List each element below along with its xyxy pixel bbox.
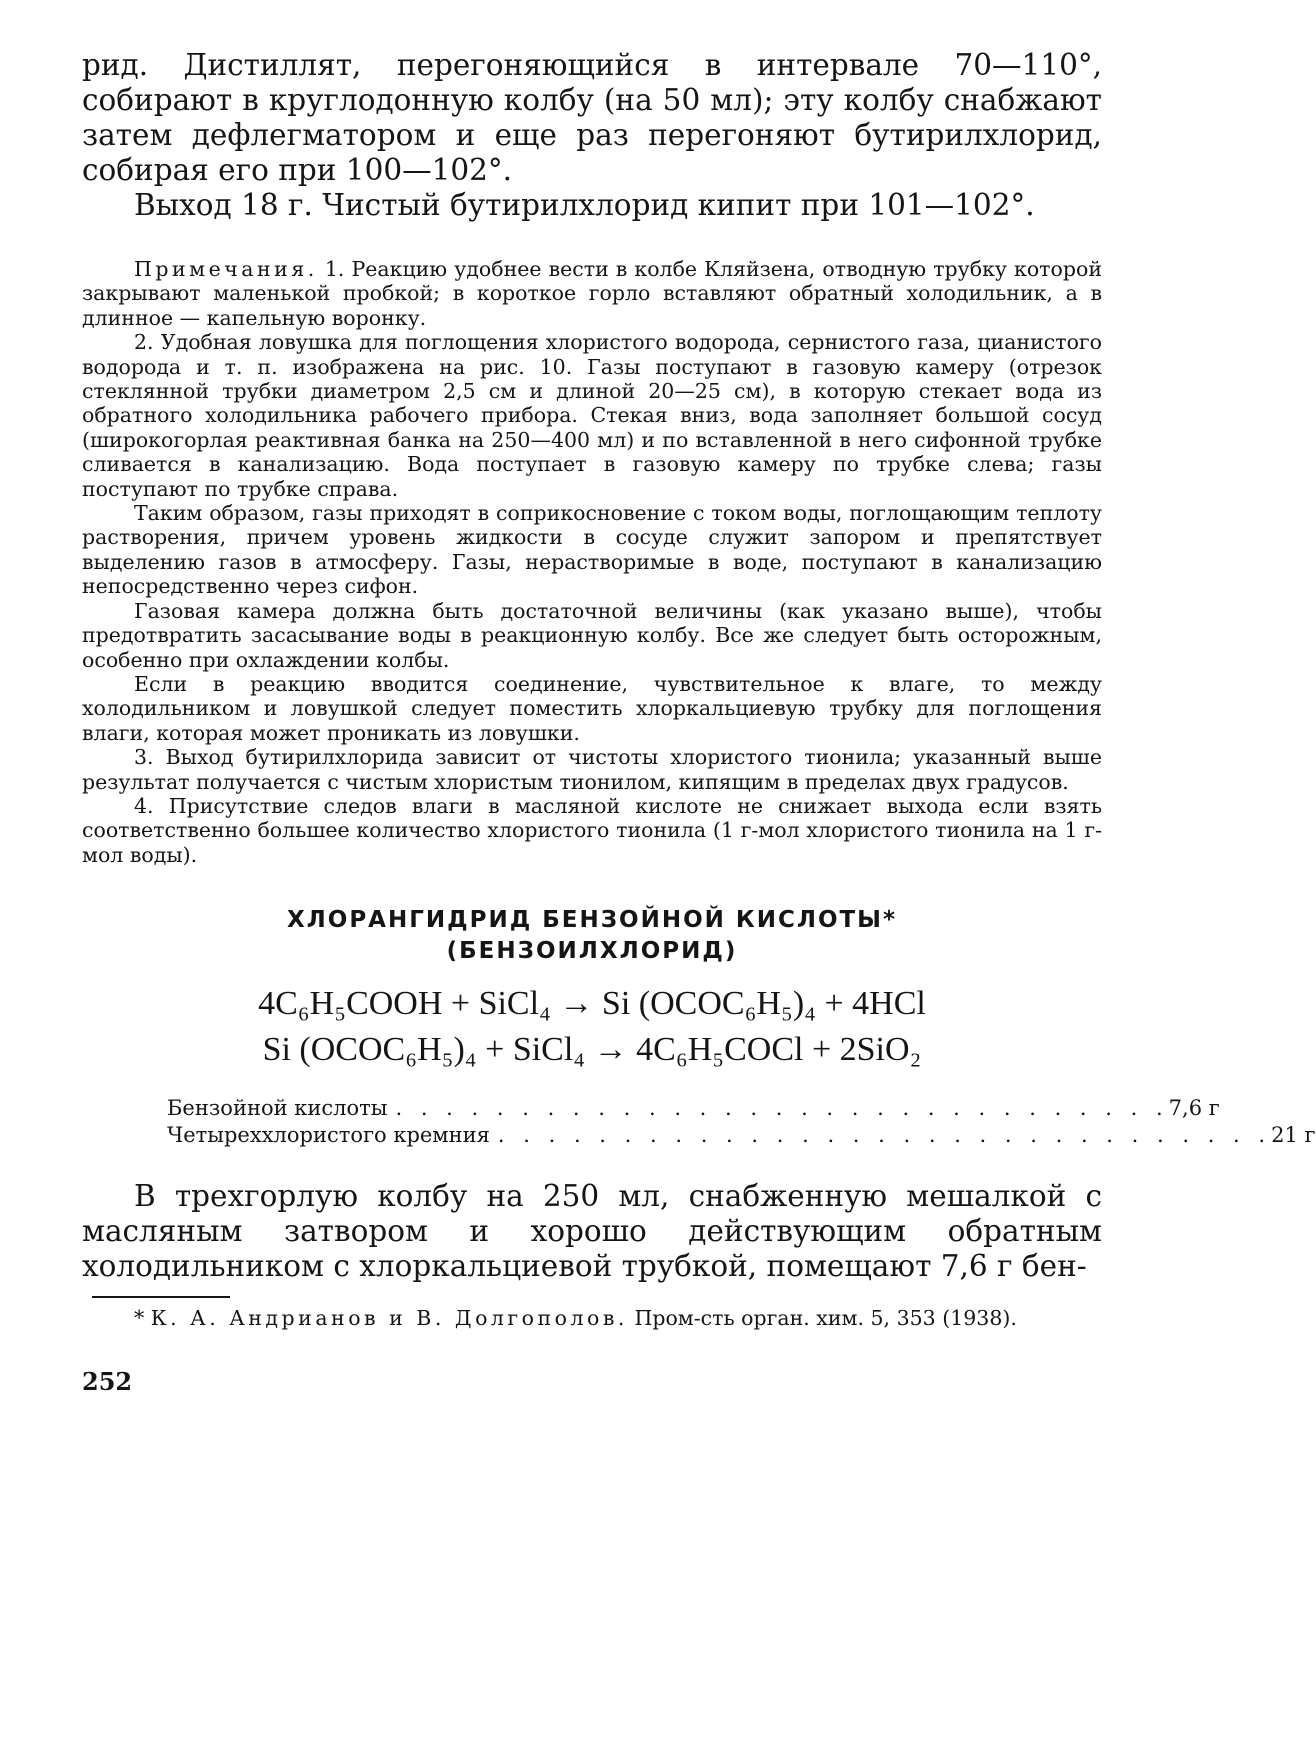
reagent-row	[167, 1095, 1220, 1122]
document-page	[82, 48, 1316, 1728]
reagent-row	[167, 1122, 1316, 1149]
equation-1-arrow: →	[559, 985, 594, 1023]
reagent-name: Бензойной кислоты	[167, 1096, 388, 1121]
main-paragraph: В трехгорлую колбу на 250 мл, снабженную мешалкой с масляным затвором и хорошо действующим обратным холодильником с хлоркальциевой трубкой, помещают 7,6 г бен-	[82, 1179, 1102, 1284]
note-1-text: 1. Реакцию удобнее вести в колбе Кляйзена, отводную трубку которой закрывают маленькой пробкой; в короткое горло вставляют обратный холодильник, а в длинное — капельную воронку.	[82, 257, 1102, 330]
equation-2-left: Si (OCOC₆H₅)₄ + SiCl₄	[262, 1031, 586, 1069]
note-4: 4. Присутствие следов влаги в масляной кислоте не снижает выхода если взять соответственно большее количество хлористого тионила (1 г-мол хлористого тионила на 1 г-мол воды).	[82, 793, 1102, 867]
equation-2-arrow: →	[593, 1031, 628, 1069]
equation-2-right: 4C₆H₅COCl + 2SiO₂	[636, 1031, 922, 1069]
section-title-line-2: (БЕНЗОИЛХЛОРИД)	[446, 938, 738, 965]
reagent-amount: 21 г	[1271, 1123, 1316, 1148]
top-paragraph: рид. Дистиллят, перегоняющийся в интервале 70—110°, собирают в круглодонную колбу (на 50 мл); эту колбу снабжают затем дефлегматором и еще раз перегоняют бутирилхлорид, собирая его при 100—102°.	[82, 48, 1102, 187]
equation-1-left: 4C₆H₅COOH + SiCl₄	[258, 985, 551, 1023]
note-1	[82, 257, 1102, 330]
note-2: 2. Удобная ловушка для поглощения хлористого водорода, сернистого газа, цианистого водорода и т. п. изображена на рис. 10. Газы поступают в газовую камеру (отрезок стеклянной трубки диаметром 2,5 см и длиной 20—25 см), в которую стекает вода из обратного холодильника рабочего прибора. Стекая вниз, вода заполняет большой сосуд (широкогорлая реактивная банка на 250—400 мл) и по вставленной в него сифонной трубке сливается в канализацию. Вода поступает в газовую камеру по трубке слева; газы поступают по трубке справа.	[82, 330, 1102, 501]
leader-dots: . . . . . . . . . . . . . . . . . . . . . . . . . . . . . . .	[395, 1096, 1169, 1121]
reagent-amount: 7,6 г	[1168, 1096, 1220, 1121]
note-2-paragraph-3: Газовая камера должна быть достаточной величины (как указано выше), чтобы предотвратить засасывание воды в реакционную колбу. Все же следует быть осторожным, особенно при охлаждении колбы.	[82, 598, 1102, 672]
reagent-name: Четыреххлористого кремния	[167, 1123, 490, 1148]
section-title	[82, 905, 1102, 967]
note-3: 3. Выход бутирилхлорида зависит от чистоты хлористого тионила; указанный выше результат получается с чистым хлористым тионилом, кипящим в пределах двух градусов.	[82, 745, 1102, 794]
footnote-marker: *	[134, 1306, 145, 1331]
footnote-separator	[92, 1296, 230, 1298]
yield-line: Выход 18 г. Чистый бутирилхлорид кипит при 101—102°.	[134, 188, 1035, 222]
note-2-paragraph-2: Таким образом, газы приходят в соприкосновение с током воды, поглощающим теплоту растворения, причем уровень жидкости в сосуде служит запором и препятствует выделению газов в атмосферу. Газы, нерастворимые в воде, поступают в канализацию непосредственно через сифон.	[82, 501, 1102, 599]
equation-2	[82, 1027, 1102, 1073]
notes-section	[82, 257, 1102, 867]
note-2-paragraph-4: Если в реакцию вводится соединение, чувствительное к влаге, то между холодильником и ловушкой следует поместить хлоркальциевую трубку для поглощения влаги, которая может проникать из ловушки.	[82, 671, 1102, 745]
reagents-list	[167, 1095, 1316, 1149]
equation-1	[82, 981, 1102, 1027]
notes-heading: Примечания.	[134, 257, 318, 281]
footnote-authors: К. А. Андрианов и В. Долгополов.	[150, 1306, 628, 1331]
footnote	[82, 1306, 1102, 1330]
footnote-reference: Пром-сть орган. хим. 5, 353 (1938).	[634, 1306, 1017, 1331]
leader-dots: . . . . . . . . . . . . . . . . . . . . . . . . . . . . . . .	[497, 1123, 1272, 1148]
equation-1-right: Si (OCOC₆H₅)₄ + 4HCl	[601, 985, 926, 1023]
page-number: 252	[82, 1366, 133, 1396]
section-title-line-1: ХЛОРАНГИДРИД БЕНЗОЙНОЙ КИСЛОТЫ*	[286, 907, 898, 934]
